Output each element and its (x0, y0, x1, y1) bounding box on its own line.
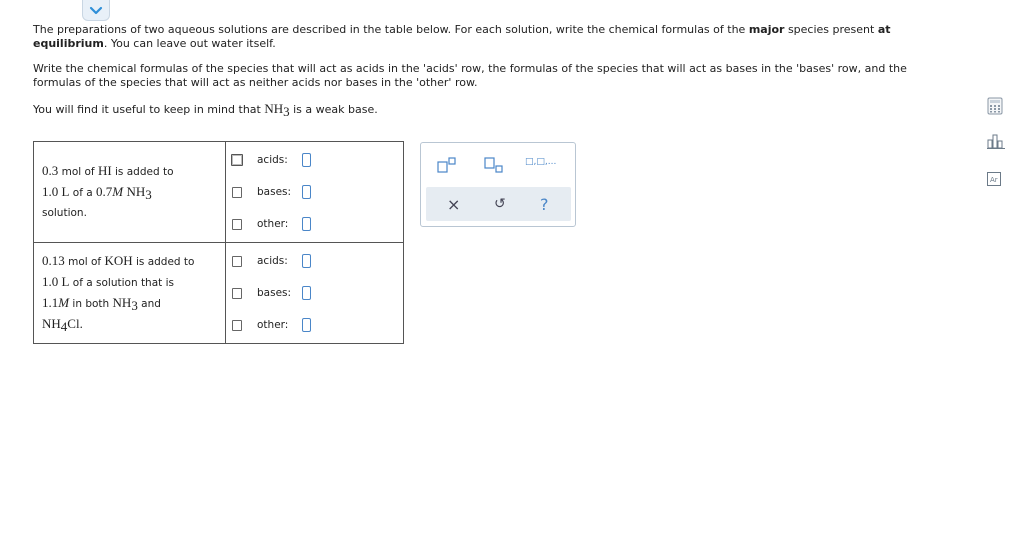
superscript-template-icon (437, 157, 459, 173)
periodic-table-button[interactable] (986, 171, 1002, 190)
solution-1-description: 0.3 mol of HI is added to 1.0 L of a 0.7M $NH_3$ solution. (34, 142, 226, 243)
calculator-icon (986, 97, 1004, 115)
other-input[interactable] (302, 217, 311, 231)
other-label: other: (257, 218, 289, 230)
acids-input[interactable] (302, 254, 311, 268)
answer-row-acids (230, 245, 403, 277)
answer-row-bases (230, 176, 403, 208)
instructions-paragraph-2: Write the chemical formulas of the species that will act as acids in the 'acids' row, the formulas of the species that will act as bases in the 'bases' row, and the formulas of the species that will act as neither acids nor bases in the 'other' row. (33, 62, 907, 89)
solution-1-answers (226, 142, 404, 243)
none-checkbox[interactable] (231, 154, 243, 166)
answer-row-other (230, 208, 403, 240)
acids-label: acids: (257, 255, 288, 267)
superscript-template-button[interactable] (437, 157, 459, 176)
table-row (34, 142, 404, 243)
clear-button[interactable]: × (447, 195, 461, 214)
other-label: other: (257, 319, 289, 331)
subscript-template-button[interactable] (484, 157, 506, 176)
help-button[interactable]: ? (540, 195, 549, 214)
data-chart-button[interactable] (986, 132, 1006, 153)
toolbox-action-bar (426, 187, 571, 221)
periodic-table-icon (986, 171, 1002, 187)
math-toolbox (420, 142, 576, 227)
instructions-hint: You will find it useful to keep in mind that $NH_3$ is a weak base. (33, 101, 378, 119)
answer-row-other (230, 309, 403, 341)
none-checkbox[interactable] (232, 187, 242, 198)
calculator-button[interactable] (986, 97, 1004, 118)
collapse-toggle[interactable] (82, 0, 110, 21)
bases-label: bases: (257, 186, 292, 198)
problem-table (33, 141, 404, 344)
sequence-template-button[interactable]: □,□,... (525, 157, 557, 167)
bases-input[interactable] (302, 286, 311, 300)
none-checkbox[interactable] (232, 219, 242, 230)
answer-row-bases (230, 277, 403, 309)
undo-button[interactable]: ↺ (494, 196, 506, 212)
subscript-template-icon (484, 157, 506, 173)
template-buttons (421, 143, 575, 187)
svg-text:Ar: Ar (990, 176, 998, 184)
acids-label: acids: (257, 154, 288, 166)
acids-input[interactable] (302, 153, 311, 167)
bases-input[interactable] (302, 185, 311, 199)
none-checkbox[interactable] (232, 256, 242, 267)
none-checkbox[interactable] (232, 288, 242, 299)
table-row (34, 243, 404, 344)
solution-2-description: 0.13 mol of KOH is added to 1.0 L of a solution that is 1.1M in both $NH_3$ and $NH_4Cl$. (34, 243, 226, 344)
answer-row-acids (230, 144, 403, 176)
bases-label: bases: (257, 287, 292, 299)
instructions-paragraph-1: The preparations of two aqueous solutions are described in the table below. For each solution, write the chemical formulas of the major species present at equilibrium. You can leave out water itself. (33, 23, 891, 50)
solution-2-answers (226, 243, 404, 344)
chevron-down-icon (89, 6, 103, 15)
none-checkbox[interactable] (232, 320, 242, 331)
bar-chart-icon (986, 132, 1006, 150)
other-input[interactable] (302, 318, 311, 332)
